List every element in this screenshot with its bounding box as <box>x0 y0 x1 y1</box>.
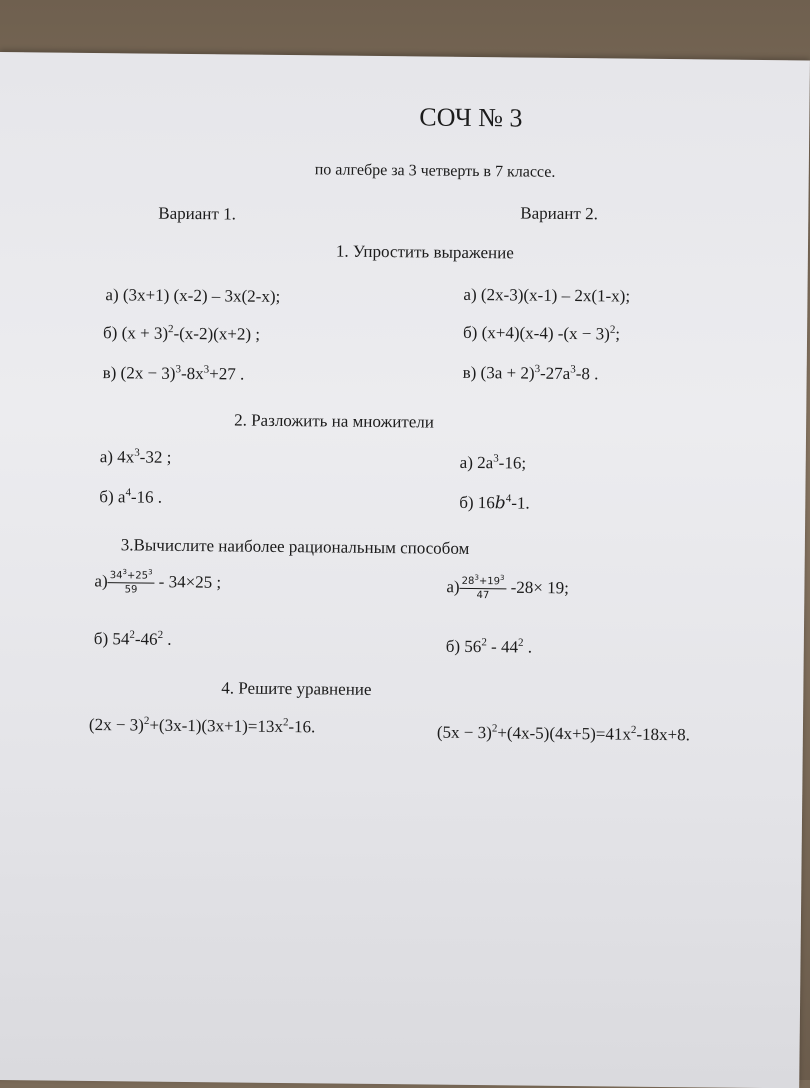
exponent: 2 <box>157 629 164 642</box>
expr-part: -28× 19; <box>506 577 570 598</box>
paper-sheet <box>0 52 810 1088</box>
task-1-v2-a: а) (2x-3)(x-1) – 2x(1-x); <box>463 284 631 306</box>
expr-part: -(x-2)(x+2) ; <box>173 323 261 344</box>
expr-part: -46 <box>134 629 158 649</box>
item-label: а) <box>446 577 460 597</box>
fraction-numerator <box>460 575 507 589</box>
task-3-v2-a <box>446 575 569 603</box>
expr-part: а) 4x <box>99 447 135 467</box>
expr-part: 34 <box>109 570 123 582</box>
fraction-denominator: 47 <box>476 590 490 602</box>
exponent: 3 <box>474 573 479 582</box>
task-1-v1-b <box>103 323 260 345</box>
exponent: 3 <box>134 446 140 459</box>
task-2-v1-b <box>99 487 162 508</box>
task-4-v1-equation <box>89 715 316 737</box>
expr-part: +27 . <box>209 364 245 384</box>
variant-2-label: Вариант 2. <box>520 203 599 224</box>
expr-part: б) (x + 3) <box>102 323 169 343</box>
exponent: 2 <box>609 323 616 336</box>
expr-part: б) 16 <box>459 492 495 513</box>
task-1-v2-b <box>463 323 620 345</box>
exponent: 3 <box>122 567 128 577</box>
fraction <box>108 569 155 596</box>
exponent: 3 <box>534 362 541 376</box>
task-3-v1-a <box>94 569 221 597</box>
expr-part: -8x <box>180 363 204 384</box>
expr-part: -1. <box>511 493 530 513</box>
expr-part: -16. <box>288 717 316 737</box>
expr-part: - 44 <box>486 637 519 657</box>
expr-part: -16 . <box>130 487 163 507</box>
fraction-denominator: 59 <box>124 584 138 596</box>
task-3-heading: 3.Вычислите наиболее рациональным способом <box>120 535 470 558</box>
task-1-heading: 1. Упростить выражение <box>335 241 514 263</box>
expr-part: б) 54 <box>93 629 130 649</box>
task-1-v1-a: а) (3х+1) (х-2) – 3х(2-х); <box>105 285 281 306</box>
expr-part: +(4x-5)(4x+5)=41x <box>497 723 631 744</box>
expr-part: б) 56 <box>445 636 482 657</box>
expr-part: +19 <box>478 576 501 588</box>
exponent: 3 <box>493 452 499 465</box>
exponent: 2 <box>481 636 487 649</box>
exponent: 2 <box>630 723 637 737</box>
expr-part: (2x − 3) <box>88 714 144 735</box>
exponent: 2 <box>518 636 524 649</box>
task-1-v1-c <box>103 363 245 384</box>
variable: b <box>494 493 506 514</box>
expr-part: ; <box>615 324 621 344</box>
exponent: 3 <box>500 573 505 582</box>
expr-part: в) (2x − 3) <box>102 363 176 383</box>
task-4-v2-equation <box>437 723 690 746</box>
exponent: 4 <box>125 486 132 499</box>
variant-1-label: Вариант 1. <box>158 203 236 224</box>
expr-part: а) 2a <box>459 452 494 473</box>
exponent: 3 <box>203 363 210 376</box>
document-subtitle: по алгебре за 3 четверть в 7 классе. <box>314 161 556 181</box>
expr-part: -32 ; <box>139 447 172 467</box>
expr-part: . <box>523 637 533 657</box>
task-2-v2-a <box>460 453 527 474</box>
document-title: СОЧ № 3 <box>419 102 523 133</box>
exponent: 3 <box>175 363 182 376</box>
task-2-v2-b <box>459 493 530 514</box>
task-3-v1-b <box>94 629 172 650</box>
exponent: 2 <box>143 714 150 727</box>
expr-part: -18x+8. <box>636 724 690 745</box>
task-4-heading: 4. Решите уравнение <box>221 678 372 699</box>
expr-part: +(3x-1)(3x+1)=13x <box>149 715 284 736</box>
expr-part: в) (3a + 2) <box>462 362 535 383</box>
expr-part: (5x − 3) <box>436 722 492 743</box>
expr-part: +25 <box>126 570 149 582</box>
expr-part: б) a <box>99 487 126 507</box>
item-label: а) <box>94 571 108 591</box>
exponent: 2 <box>282 716 289 729</box>
task-3-v2-b <box>446 637 532 658</box>
exponent: 4 <box>505 492 512 505</box>
exponent: 2 <box>129 628 136 641</box>
fraction-numerator <box>108 569 155 583</box>
task-1-v2-c <box>463 363 599 384</box>
expr-part: - 34×25 ; <box>154 572 222 592</box>
exponent: 2 <box>168 323 174 336</box>
expr-part: . <box>162 629 172 649</box>
task-2-v1-a <box>100 447 172 468</box>
exponent: 2 <box>491 722 498 735</box>
fraction <box>459 575 506 602</box>
expr-part: б) (x+4)(x-4) -(x − 3) <box>462 322 610 344</box>
expr-part: -16; <box>498 453 527 473</box>
expr-part: -27a <box>539 363 571 383</box>
exponent: 3 <box>570 363 576 376</box>
exponent: 3 <box>148 568 153 577</box>
expr-part: -8 . <box>575 364 599 384</box>
expr-part: 28 <box>461 575 475 587</box>
task-2-heading: 2. Разложить на множители <box>234 410 435 432</box>
